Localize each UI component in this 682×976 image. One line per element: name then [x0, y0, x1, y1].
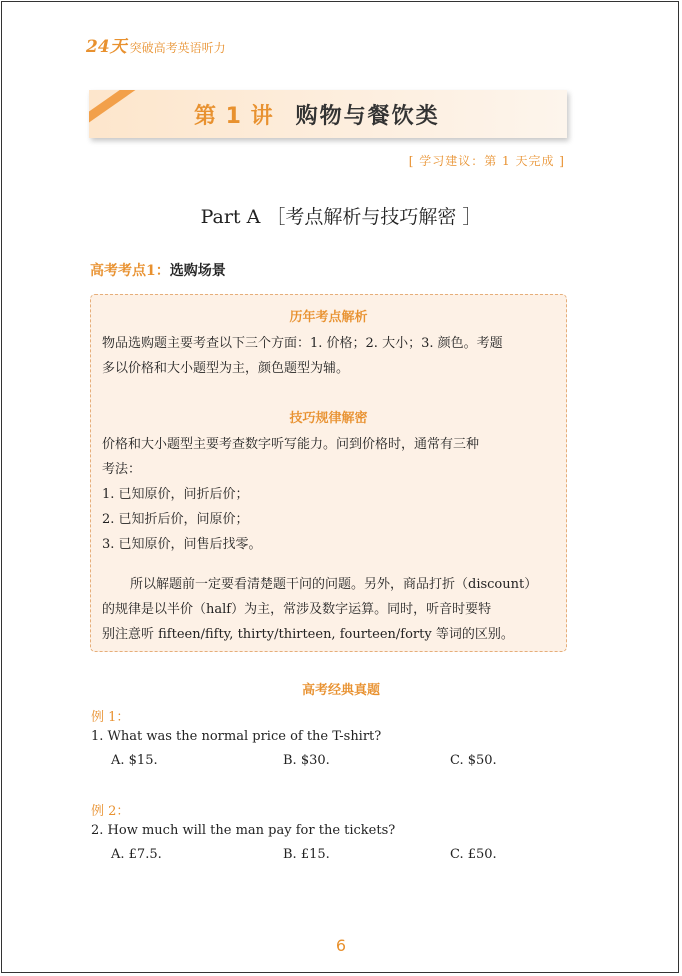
skill-line: 价格和大小题型主要考查数字听写能力。问到价格时，通常有三种 — [102, 437, 480, 452]
option-a: A. £7.5. — [111, 847, 162, 862]
lecture-name: 购物与餐饮类 — [295, 104, 440, 129]
skill-line: 3. 已知原价，问售后找零。 — [102, 537, 262, 552]
history-line: 物品选购题主要考查以下三个方面：1. 价格；2. 大小；3. 颜色。考题 — [102, 336, 503, 351]
book-page — [1, 1, 679, 973]
analysis-box — [90, 294, 567, 652]
question-text: 1. What was the normal price of the T-shirt? — [91, 729, 382, 744]
option-a: A. $15. — [111, 753, 158, 768]
skill-line: 2. 已知折后价，问原价； — [102, 512, 249, 527]
option-b: B. $30. — [283, 753, 330, 768]
lecture-number: 第 1 讲 — [194, 104, 274, 129]
exam-point-heading — [90, 260, 226, 280]
skill-line: 考法： — [102, 462, 142, 477]
paragraph-line: 别注意听 fifteen/fifty, thirty/thirteen, fourteen/forty 等词的区别。 — [102, 627, 514, 642]
classic-questions-title: 高考经典真题 — [301, 683, 380, 698]
page-number: 6 — [335, 936, 347, 955]
option-c: C. $50. — [450, 753, 497, 768]
history-line: 多以价格和大小题型为主，颜色题型为辅。 — [102, 361, 350, 376]
example-label: 例 1： — [91, 710, 130, 725]
part-heading — [2, 202, 680, 229]
option-b: B. £15. — [283, 847, 330, 862]
example-label: 例 2： — [91, 804, 130, 819]
book-header — [86, 32, 226, 57]
exam-point-label: 高考考点1： — [90, 263, 170, 279]
option-c: C. £50. — [450, 847, 497, 862]
lecture-title — [194, 99, 440, 130]
banner-stripe-decoration — [89, 90, 137, 138]
part-subtitle: ［考点解析与技巧解密 ］ — [266, 206, 482, 228]
study-advice: [ 学习建议：第 1 天完成 ] — [408, 154, 565, 168]
skill-line: 1. 已知原价，问折后价； — [102, 487, 249, 502]
history-analysis-title: 历年考点解析 — [289, 310, 368, 325]
paragraph-line: 的规律是以半价（half）为主，常涉及数字运算。同时，听音时要特 — [102, 602, 492, 617]
paragraph-line: 所以解题前一定要看清楚题干问的问题。另外，商品打折（discount） — [130, 577, 538, 592]
book-subtitle: 突破高考英语听力 — [129, 41, 226, 55]
part-title: Part A — [200, 206, 261, 228]
book-series-number: 24天 — [86, 37, 127, 57]
exam-point-name: 选购场景 — [169, 263, 226, 279]
question-text: 2. How much will the man pay for the tickets? — [91, 823, 396, 838]
skill-secret-title: 技巧规律解密 — [289, 411, 368, 426]
lecture-banner — [89, 90, 567, 138]
